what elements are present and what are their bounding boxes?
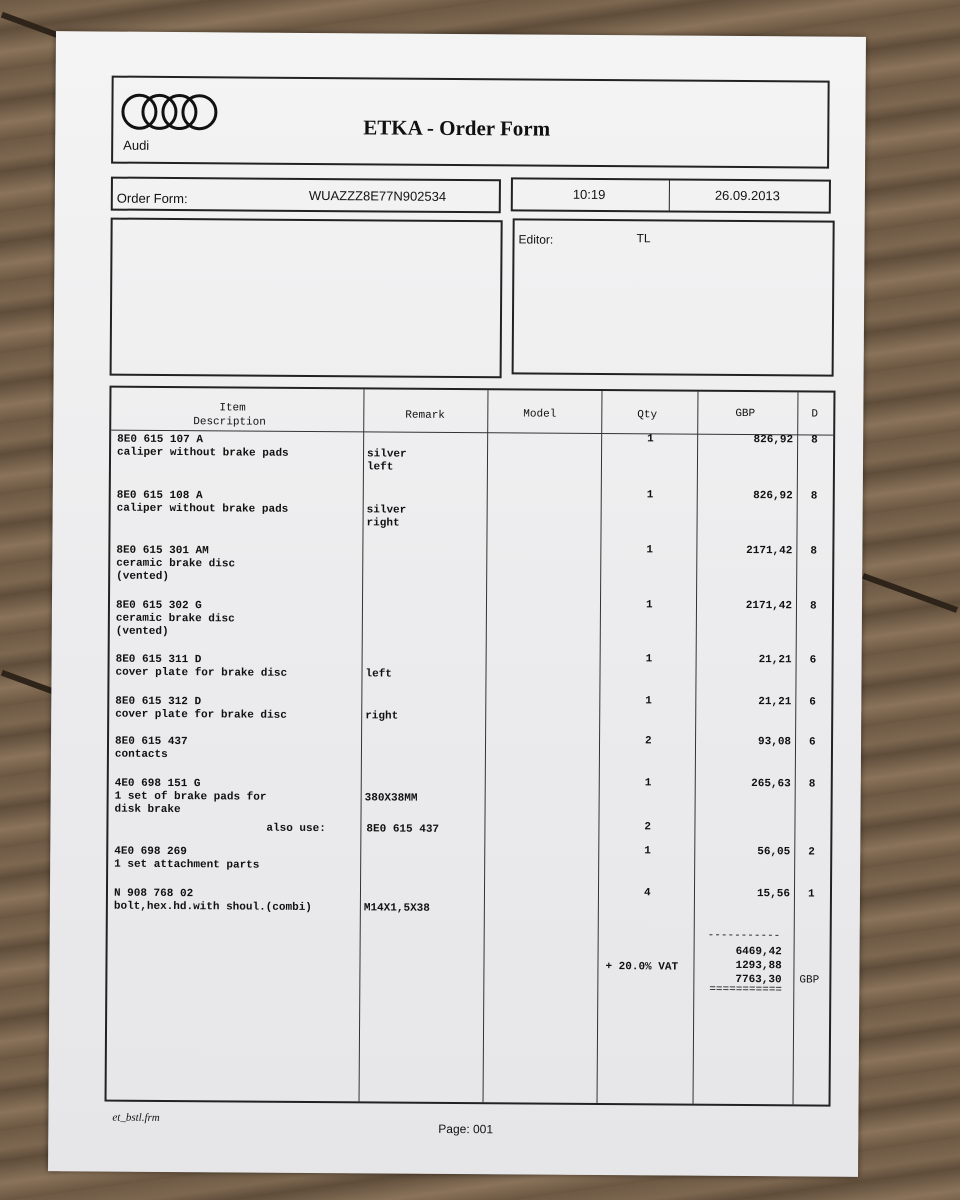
date-value: 26.09.2013 xyxy=(714,187,780,204)
discount-code: 6 xyxy=(809,696,816,709)
footer-filename: et_bstl.frm xyxy=(112,1111,160,1124)
price: 826,92 xyxy=(753,434,794,447)
discount-code: 2 xyxy=(808,846,815,859)
part-description: cover plate for brake disc xyxy=(115,666,288,680)
time-value: 10:19 xyxy=(572,186,606,203)
datetime-box xyxy=(511,177,831,213)
part-number: N 908 768 02 xyxy=(113,887,194,901)
order-table xyxy=(105,386,836,1107)
part-remark: 380X38MM xyxy=(364,792,418,805)
quantity: 1 xyxy=(645,695,652,708)
discount-code: 6 xyxy=(809,654,817,667)
header-qty: Qty xyxy=(637,409,658,422)
quantity: 4 xyxy=(643,887,651,900)
header-d: D xyxy=(811,408,818,421)
subtotal-value: 6469,42 xyxy=(735,945,782,959)
quantity: 2 xyxy=(645,735,652,748)
header-item: Item xyxy=(219,402,246,415)
vat-label: + 20.0% VAT xyxy=(605,961,679,974)
also-use-part: 8E0 615 437 xyxy=(366,823,440,836)
vat-value: 1293,88 xyxy=(735,959,782,973)
discount-code: 8 xyxy=(810,490,818,503)
part-remark: silver xyxy=(367,448,407,461)
part-description: bolt,hex.hd.with shoul.(combi) xyxy=(113,900,312,914)
price: 56,05 xyxy=(757,846,791,859)
address-box xyxy=(110,218,503,379)
part-description: 1 set attachment parts xyxy=(114,858,260,872)
part-number: 8E0 615 108 A xyxy=(116,489,203,503)
discount-code: 8 xyxy=(810,545,818,558)
part-description: ceramic brake disc xyxy=(116,557,236,571)
discount-code: 6 xyxy=(809,736,816,749)
part-description: (vented) xyxy=(115,625,169,638)
discount-code: 8 xyxy=(809,600,817,613)
part-number: 8E0 615 107 A xyxy=(117,433,204,447)
quantity: 1 xyxy=(645,599,653,612)
part-remark: right xyxy=(365,710,399,723)
part-remark: right xyxy=(366,517,400,530)
order-form-vin: WUAZZZ8E77N902534 xyxy=(308,187,447,204)
discount-code: 8 xyxy=(808,778,816,791)
brand-name: Audi xyxy=(123,137,150,153)
price: 2171,42 xyxy=(745,600,793,613)
page-title: ETKA - Order Form xyxy=(363,115,551,141)
footer-page: Page: 001 xyxy=(438,1121,494,1137)
totals-double-line: =========== xyxy=(709,983,782,997)
also-use-qty: 2 xyxy=(644,821,652,834)
part-number: 4E0 698 269 xyxy=(114,845,187,859)
header-box xyxy=(111,76,830,169)
discount-code: 1 xyxy=(807,888,815,901)
price: 265,63 xyxy=(751,778,791,791)
audi-rings-logo xyxy=(121,94,211,129)
part-description: disk brake xyxy=(114,803,181,817)
order-form-paper xyxy=(48,31,866,1177)
part-description: ceramic brake disc xyxy=(115,612,235,626)
quantity: 1 xyxy=(647,433,654,446)
part-remark: left xyxy=(365,668,392,681)
part-number: 8E0 615 301 AM xyxy=(116,544,209,558)
editor-value: TL xyxy=(636,231,651,246)
header-model: Model xyxy=(523,408,557,421)
part-description: (vented) xyxy=(116,570,170,583)
price: 21,21 xyxy=(758,654,792,667)
part-description: 1 set of brake pads for xyxy=(114,790,267,804)
totals-dash-line: ----------- xyxy=(707,929,781,943)
part-description: caliper without brake pads xyxy=(117,446,289,460)
quantity: 1 xyxy=(644,777,652,790)
part-number: 8E0 615 302 G xyxy=(115,599,202,613)
part-remark: silver xyxy=(366,504,407,517)
order-form-box xyxy=(111,177,501,214)
part-description: cover plate for brake disc xyxy=(115,708,287,722)
part-number: 4E0 698 151 G xyxy=(114,777,201,791)
order-form-label: Order Form: xyxy=(116,190,188,207)
price: 2171,42 xyxy=(746,545,793,558)
editor-box xyxy=(512,218,835,376)
part-number: 8E0 615 312 D xyxy=(115,695,202,709)
quantity: 1 xyxy=(646,544,654,557)
total-value: 7763,30 xyxy=(735,973,782,987)
quantity: 1 xyxy=(645,653,653,666)
part-number: 8E0 615 311 D xyxy=(115,653,202,667)
part-remark: left xyxy=(366,461,394,474)
price: 15,56 xyxy=(756,888,791,901)
price: 21,21 xyxy=(758,696,792,709)
price: 826,92 xyxy=(753,490,793,503)
header-remark: Remark xyxy=(405,409,445,422)
price: 93,08 xyxy=(757,736,792,749)
header-description: Description xyxy=(193,416,266,429)
also-use-label: also use: xyxy=(266,822,326,836)
part-number: 8E0 615 437 xyxy=(114,735,188,749)
total-currency: GBP xyxy=(799,974,820,987)
discount-code: 8 xyxy=(811,434,818,447)
editor-label: Editor: xyxy=(518,232,554,247)
part-remark: M14X1,5X38 xyxy=(363,902,430,915)
quantity: 1 xyxy=(646,489,654,502)
part-description: contacts xyxy=(114,748,168,761)
part-description: caliper without brake pads xyxy=(116,502,289,516)
header-gbp: GBP xyxy=(735,407,756,421)
quantity: 1 xyxy=(644,845,651,858)
